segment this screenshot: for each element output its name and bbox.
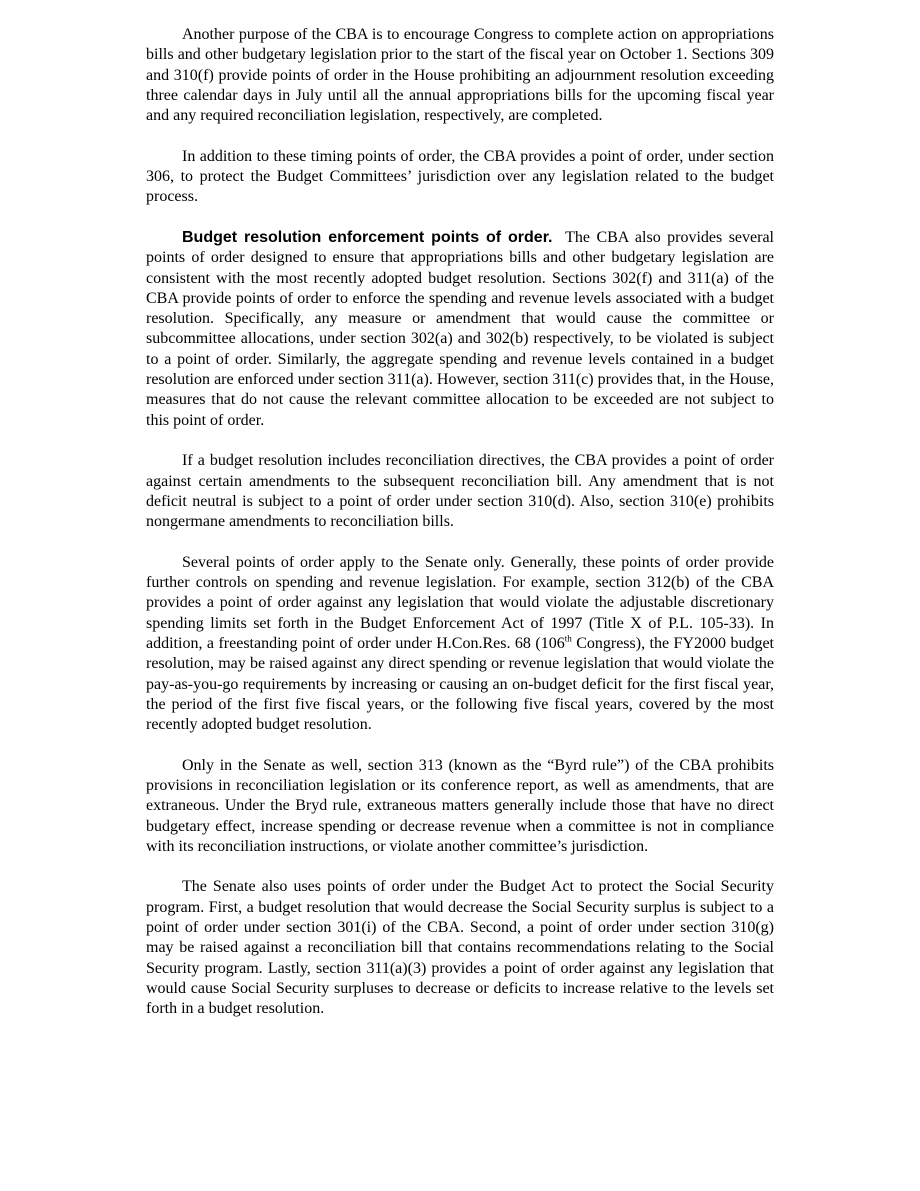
paragraph-social-security: The Senate also uses points of order under the Budget Act to protect the Social Security program. First, a budget resolution that would decrease the Social Security surplus is subject to a point of order under section 301(i) of the CBA. Second, a point of order under section 310(g) may be raised against a reconciliation bill that contains recommendations relating to the Social Security program. Lastly, section 311(a)(3) provides a point of order against any legislation that would cause Social Security surpluses to decrease or deficits to increase relative to the levels set forth in a budget resolution. [146,878,774,1018]
document-page [146,25,774,1040]
paragraph-senate-only-part1: Several points of order apply to the Senate only. Generally, these points of order provide further controls on spending and revenue legislation. For example, section 312(b) of the CBA provides a point of order against any legislation that would violate the adjustable discretionary spending limits set forth in the Budget Enforcement Act of 1997 (Title X of P.L. 105-33). In addition, a freestanding point of order under H.Con.Res. 68 (106 [146,553,774,652]
paragraph-senate-only-part2: Congress), the FY2000 budget resolution, may be raised against any direct spending or revenue legislation that would violate the pay-as-you-go requirements by increasing or causing an on-budget deficit for the first fiscal year, the period of the first five fiscal years, or the following five fiscal years, covered by the most recently adopted budget resolution. [146,634,775,734]
paragraph-reconciliation: If a budget resolution includes reconciliation directives, the CBA provides a point of order against certain amendments to the subsequent reconciliation bill. Any amendment that is not deficit neutral is subject to a point of order under section 310(d). Also, section 310(e) prohibits nongermane amendments to reconciliation bills. [146,452,774,531]
paragraph-jurisdiction: In addition to these timing points of order, the CBA provides a point of order, under section 306, to protect the Budget Committees’ jurisdiction over any legislation related to the budget process. [146,147,774,206]
paragraph-senate-only [146,553,774,736]
section-heading: Budget resolution enforcement points of order. [182,228,553,246]
paragraph-appropriations-timing: Another purpose of the CBA is to encourage Congress to complete action on appropriations bills and other budgetary legislation prior to the start of the fiscal year on October 1. Sections 309 and 310(f) provide points of order in the House prohibiting an adjournment resolution exceeding three calendar days in July until all the annual appropriations bills for the upcoming fiscal year and any required reconciliation legislation, respectively, are completed. [146,26,774,125]
paragraph-enforcement-body: The CBA also provides several points of order designed to ensure that appropriations bills and other budgetary legislation are consistent with the most recently adopted budget resolution. Sections 302(f) and 311(a) of the CBA provide points of order to enforce the spending and revenue levels associated with a budget resolution. Specifically, any measure or amendment that would cause the committee or subcommittee allocations, under section 302(a) and 302(b) respectively, to be violated is subject to a point of order. Similarly, the aggregate spending and revenue levels contained in a budget resolution are enforced under section 311(a). However, section 311(c) provides that, in the House, measures that do not cause the relevant committee allocation to be exceeded are not subject to this point of order. [146,228,774,429]
paragraph-enforcement [146,228,774,431]
ordinal-superscript: th [564,633,572,644]
paragraph-byrd-rule: Only in the Senate as well, section 313 (known as the “Byrd rule”) of the CBA prohibits provisions in reconciliation legislation or its conference report, as well as amendments, that are extraneous. Under the Bryd rule, extraneous matters generally include those that have no direct budgetary effect, increase spending or decrease revenue when a committee is not in compliance with its reconciliation instructions, or violate another committee’s jurisdiction. [146,756,774,855]
